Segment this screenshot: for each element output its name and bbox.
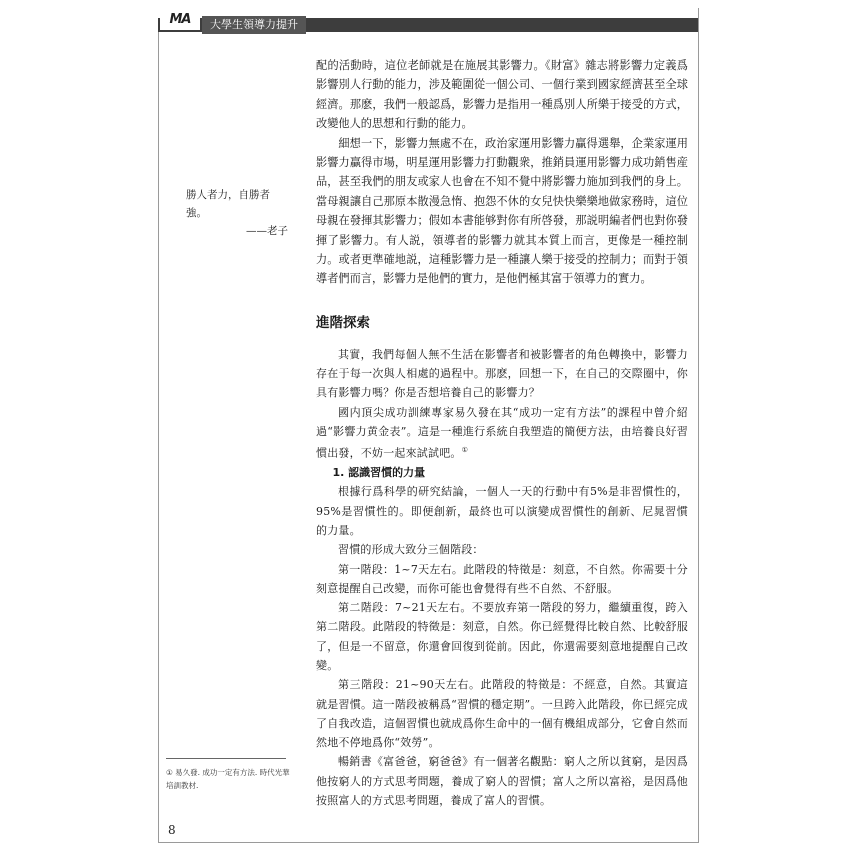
paragraph: 習慣的形成大致分三個階段： [338, 543, 484, 557]
paragraph: 配的活動時，這位老師就是在施展其影響力。《財富》雜志將影響力定義爲影響別人行動的能力，涉及範圍從一個公司、一個行業到國家經濟甚至全球經濟。那麽，我們一般認爲，影響力是指用一種爲別人所樂于接受的方式，改變他人的思想和行動的能力。 [316, 59, 688, 131]
paragraph: 暢銷書《富爸爸，窮爸爸》有一個著名觀點：窮人之所以貧窮，是因爲他按窮人的方式思考問題，養成了窮人的習慣；富人之所以富裕，是因爲他按照富人的方式思考問題，養成了富人的習慣。 [316, 755, 688, 808]
page-number: 8 [168, 823, 176, 837]
subheading: 1. 認識習慣的力量 [332, 466, 426, 480]
book-page [158, 8, 699, 843]
margin-quote [170, 186, 288, 240]
main-text [316, 56, 688, 810]
series-logo: MA [160, 10, 200, 30]
quote-author: ——老子 [246, 225, 288, 237]
paragraph-text: 國内頂尖成功訓練專家易久發在其“成功一定有方法”的課程中曾介紹過“影響力黄金表”。這是一種進行系統自我塑造的簡便方法，由培養良好習慣出發，不妨一起來試試吧。 [316, 405, 688, 461]
paragraph: 其實，我們每個人無不生活在影響者和被影響者的角色轉換中，影響力存在于每一次與人相處的過程中。那麽，回想一下，在自己的交際圈中，你具有影響力嗎？你是否想培養自己的影響力？ [316, 347, 688, 400]
footnote: ① 易久發. 成功一定有方法. 時代光華培訓教材. [166, 768, 290, 790]
paragraph: 第三階段：21~90天左右。此階段的特徵是：不經意，自然。其實這就是習慣。這一階段被稱爲“習慣的穩定期”。一旦跨入此階段，你已經完成了自我改造，這個習慣也就成爲你生命中的一個有機組成部分，它會自然而然地不停地爲你“效勞”。 [316, 678, 688, 750]
header-title: 大學生領導力提升 [202, 16, 306, 34]
running-header [158, 8, 698, 34]
footnote-marker: ① [461, 446, 469, 455]
sidebar-rule [158, 32, 159, 842]
quote-text: 勝人者力，自勝者強。 [186, 189, 270, 219]
section-heading: 進階探索 [316, 314, 370, 331]
paragraph [316, 403, 688, 464]
footnote-rule [166, 758, 286, 759]
paragraph: 第二階段：7~21天左右。不要放弃第一階段的努力，繼續重復，跨入第二階段。此階段的特徵是：刻意，自然。你已經覺得比較自然、比較舒服了，但是一不留意，你還會回復到從前。因此，你還需要刻意地提醒自己改變。 [316, 601, 688, 672]
paragraph: 根據行爲科學的研究結論，一個人一天的行動中有5%是非習慣性的，95%是習慣性的。即便創新，最終也可以演變成習慣性的創新、尼晁習慣的力量。 [316, 485, 688, 537]
paragraph: 第一階段：1~7天左右。此階段的特徵是：刻意，不自然。你需要十分刻意提醒自己改變，而你可能也會覺得有些不自然、不舒服。 [316, 562, 688, 595]
paragraph: 細想一下，影響力無處不在，政治家運用影響力贏得選舉，企業家運用影響力贏得市場，明星運用影響力打動觀衆，推銷員運用影響力成功銷售産品，甚至我們的朋友或家人也會在不知不覺中將影響力施加到我們的身上。當母親讓自己那原本散漫急惰、抱怨不休的女兒快快樂樂地做家務時，這位母親在發揮其影響力；假如本書能够對你有所啓發，那説明編者們也對你發揮了影響力。有人説，領導者的影響力就其本質上而言，更像是一種控制力。或者更準確地説，這種影響力是一種讓人樂于接受的控制力；而對于領導者們而言，影響力是他們的實力，是他們極其富于領導力的實力。 [316, 136, 688, 286]
